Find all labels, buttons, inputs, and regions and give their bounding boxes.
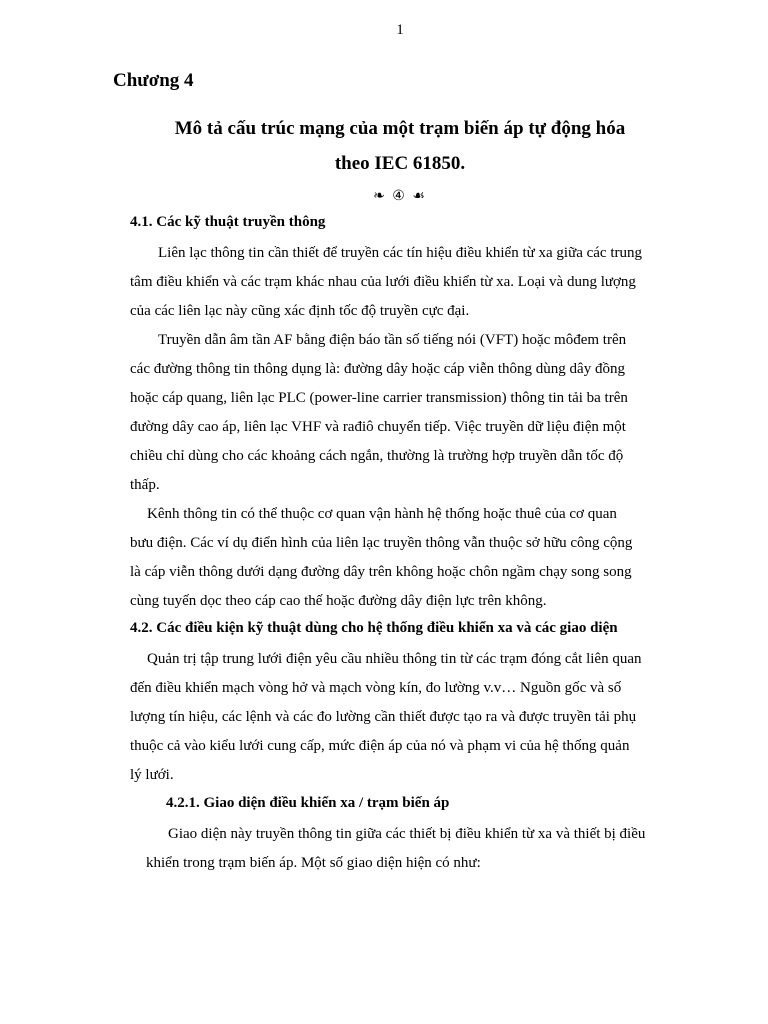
text-line: đường dây cao áp, liên lạc VHF và rađiô chuyển tiếp. Việc truyền dữ liệu điện một xyxy=(130,419,626,435)
text-line: của các liên lạc này cũng xác định tốc độ truyền cực đại. xyxy=(130,303,470,319)
chapter-label: Chương 4 xyxy=(113,70,194,91)
paragraph xyxy=(130,326,687,500)
text-line: Kênh thông tin có thể thuộc cơ quan vận hành hệ thống hoặc thuê của cơ quan xyxy=(147,506,617,522)
text-line: cùng tuyến dọc theo cáp cao thế hoặc đường dây điện lực trên không. xyxy=(130,593,547,609)
text-line: đến điều khiển mạch vòng hở và mạch vòng kín, đo lường v.v… Nguồn gốc và số xyxy=(130,680,622,696)
chapter-title-line-2: theo IEC 61850. xyxy=(334,153,466,174)
text-line: tâm điều khiển và các trạm khác nhau của lưới điều khiển từ xa. Loại và dung lượng xyxy=(130,274,636,290)
text-line: chiều chỉ dùng cho các khoảng cách ngắn, thường là trường hợp truyền dẫn tốc độ xyxy=(130,448,624,464)
paragraph xyxy=(130,645,687,790)
text-line: Liên lạc thông tin cần thiết để truyền các tín hiệu điều khiển từ xa giữa các trung xyxy=(158,245,643,261)
text-line: Truyền dẫn âm tần AF bằng điện báo tần số tiếng nói (VFT) hoặc môđem trên xyxy=(158,332,627,348)
text-line: Giao diện này truyền thông tin giữa các thiết bị điều khiển từ xa và thiết bị điều xyxy=(168,826,646,842)
chapter-title-line-1: Mô tả cấu trúc mạng của một trạm biến áp tự động hóa xyxy=(174,118,626,139)
paragraph xyxy=(146,820,687,878)
text-line: các đường thông tin thông dụng là: đường dây hoặc cáp viễn thông dùng dây đồng xyxy=(130,361,625,377)
text-line: lý lưới. xyxy=(130,767,174,783)
text-line: thuộc cả vào kiểu lưới cung cấp, mức điện áp của nó và phạm vi của hệ thống quản xyxy=(130,738,630,754)
section-heading-4-1: 4.1. Các kỹ thuật truyền thông xyxy=(130,214,326,230)
paragraph xyxy=(130,239,687,326)
text-line: hoặc cáp quang, liên lạc PLC (power-line carrier transmission) thông tin tải ba trên xyxy=(130,390,628,406)
text-line: khiển trong trạm biến áp. Một số giao diện hiện có như: xyxy=(146,855,481,871)
text-line: Quản trị tập trung lưới điện yêu cầu nhiều thông tin từ các trạm đóng cắt liên quan xyxy=(147,651,642,667)
text-line: là cáp viễn thông dưới dạng đường dây trên không hoặc chôn ngầm chạy song song xyxy=(130,564,632,580)
ornament-divider-icon: ❧ ④ ☙ xyxy=(373,189,427,204)
paragraph xyxy=(130,500,687,616)
section-heading-4-2-1: 4.2.1. Giao diện điều khiển xa / trạm biến áp xyxy=(166,795,450,811)
text-line: lượng tín hiệu, các lệnh và các đo lường cần thiết được tạo ra và được truyền tải phụ xyxy=(130,709,637,725)
section-heading-4-2: 4.2. Các điều kiện kỹ thuật dùng cho hệ thống điều khiển xa và các giao diện xyxy=(130,620,618,636)
text-line: thấp. xyxy=(130,477,160,493)
text-line: bưu điện. Các ví dụ điển hình của liên lạc truyền thông vẫn thuộc sở hữu công cộng xyxy=(130,535,633,551)
page-number: 1 xyxy=(396,22,404,38)
